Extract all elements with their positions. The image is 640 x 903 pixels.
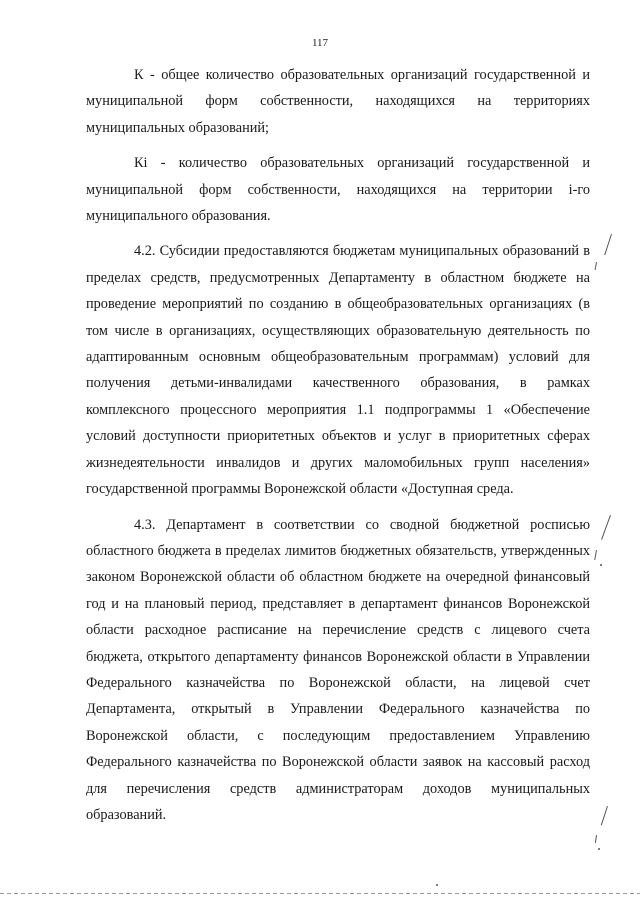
paragraph-gap — [86, 141, 590, 150]
paragraph-4-2: 4.2. Субсидии предоставляются бюджетам муниципальных образований в пределах средств, предусмотренных Департаменту в областном бюджете на проведение мероприятий по созданию в общеобразовательных организациях (в том числе в организациях, осуществляющих образовательную деятельность по адаптированным основным общеобразовательным программам) условий для получения детьми-инвалидами качественного образования, в рамках комплексного процессного мероприятия 1.1 подпрограммы 1 «Обеспечение условий доступности приоритетных объектов и услуг в приоритетных сферах жизнедеятельности инвалидов и других маломобильных групп населения» государственной программы Воронежской области «Доступная среда. — [86, 243, 590, 498]
margin-pen-mark — [594, 550, 597, 560]
margin-pen-mark — [601, 515, 611, 540]
paragraph-gap — [86, 503, 590, 512]
paragraph-ki-definition: Кi - количество образовательных организаций государственной и муниципальной форм собственности, находящихся на территории i-го муниципального образования. — [86, 155, 590, 225]
paragraph-4-3: 4.3. Департамент в соответствии со сводной бюджетной росписью областного бюджета в пределах лимитов бюджетных обязательств, утвержденных законом Воронежской области об областном бюджете на очередной финансовый год и на плановый период, представляет в департамент финансов Воронежской области расходное расписание на перечисление средств с лицевого счета бюджета, открытого департаменту финансов Воронежской области в Управлении Федерального казначейства по Воронежской области, на лицевой счет Департамента, открытый в Управлении Федерального казначейства по Воронежской области, с последующим предоставлением Управлению Федерального казначейства по Воронежской области заявок на кассовый расход для перечисления средств администраторам доходов муниципальных образований. — [86, 516, 590, 823]
margin-pen-mark — [595, 835, 597, 843]
page-number: 117 — [311, 37, 329, 49]
margin-pen-mark — [595, 262, 597, 270]
margin-pen-mark — [601, 806, 608, 825]
margin-pen-mark — [604, 234, 612, 255]
margin-dot — [436, 884, 438, 886]
document-body — [86, 62, 590, 828]
scan-bottom-edge — [0, 893, 640, 894]
paragraph-gap — [86, 229, 590, 238]
margin-dot — [600, 564, 602, 566]
margin-dot — [598, 848, 600, 850]
paragraph-k-definition: К - общее количество образовательных организаций государственной и муниципальной форм собственности, находящихся на территориях муниципальных образований; — [86, 67, 590, 136]
